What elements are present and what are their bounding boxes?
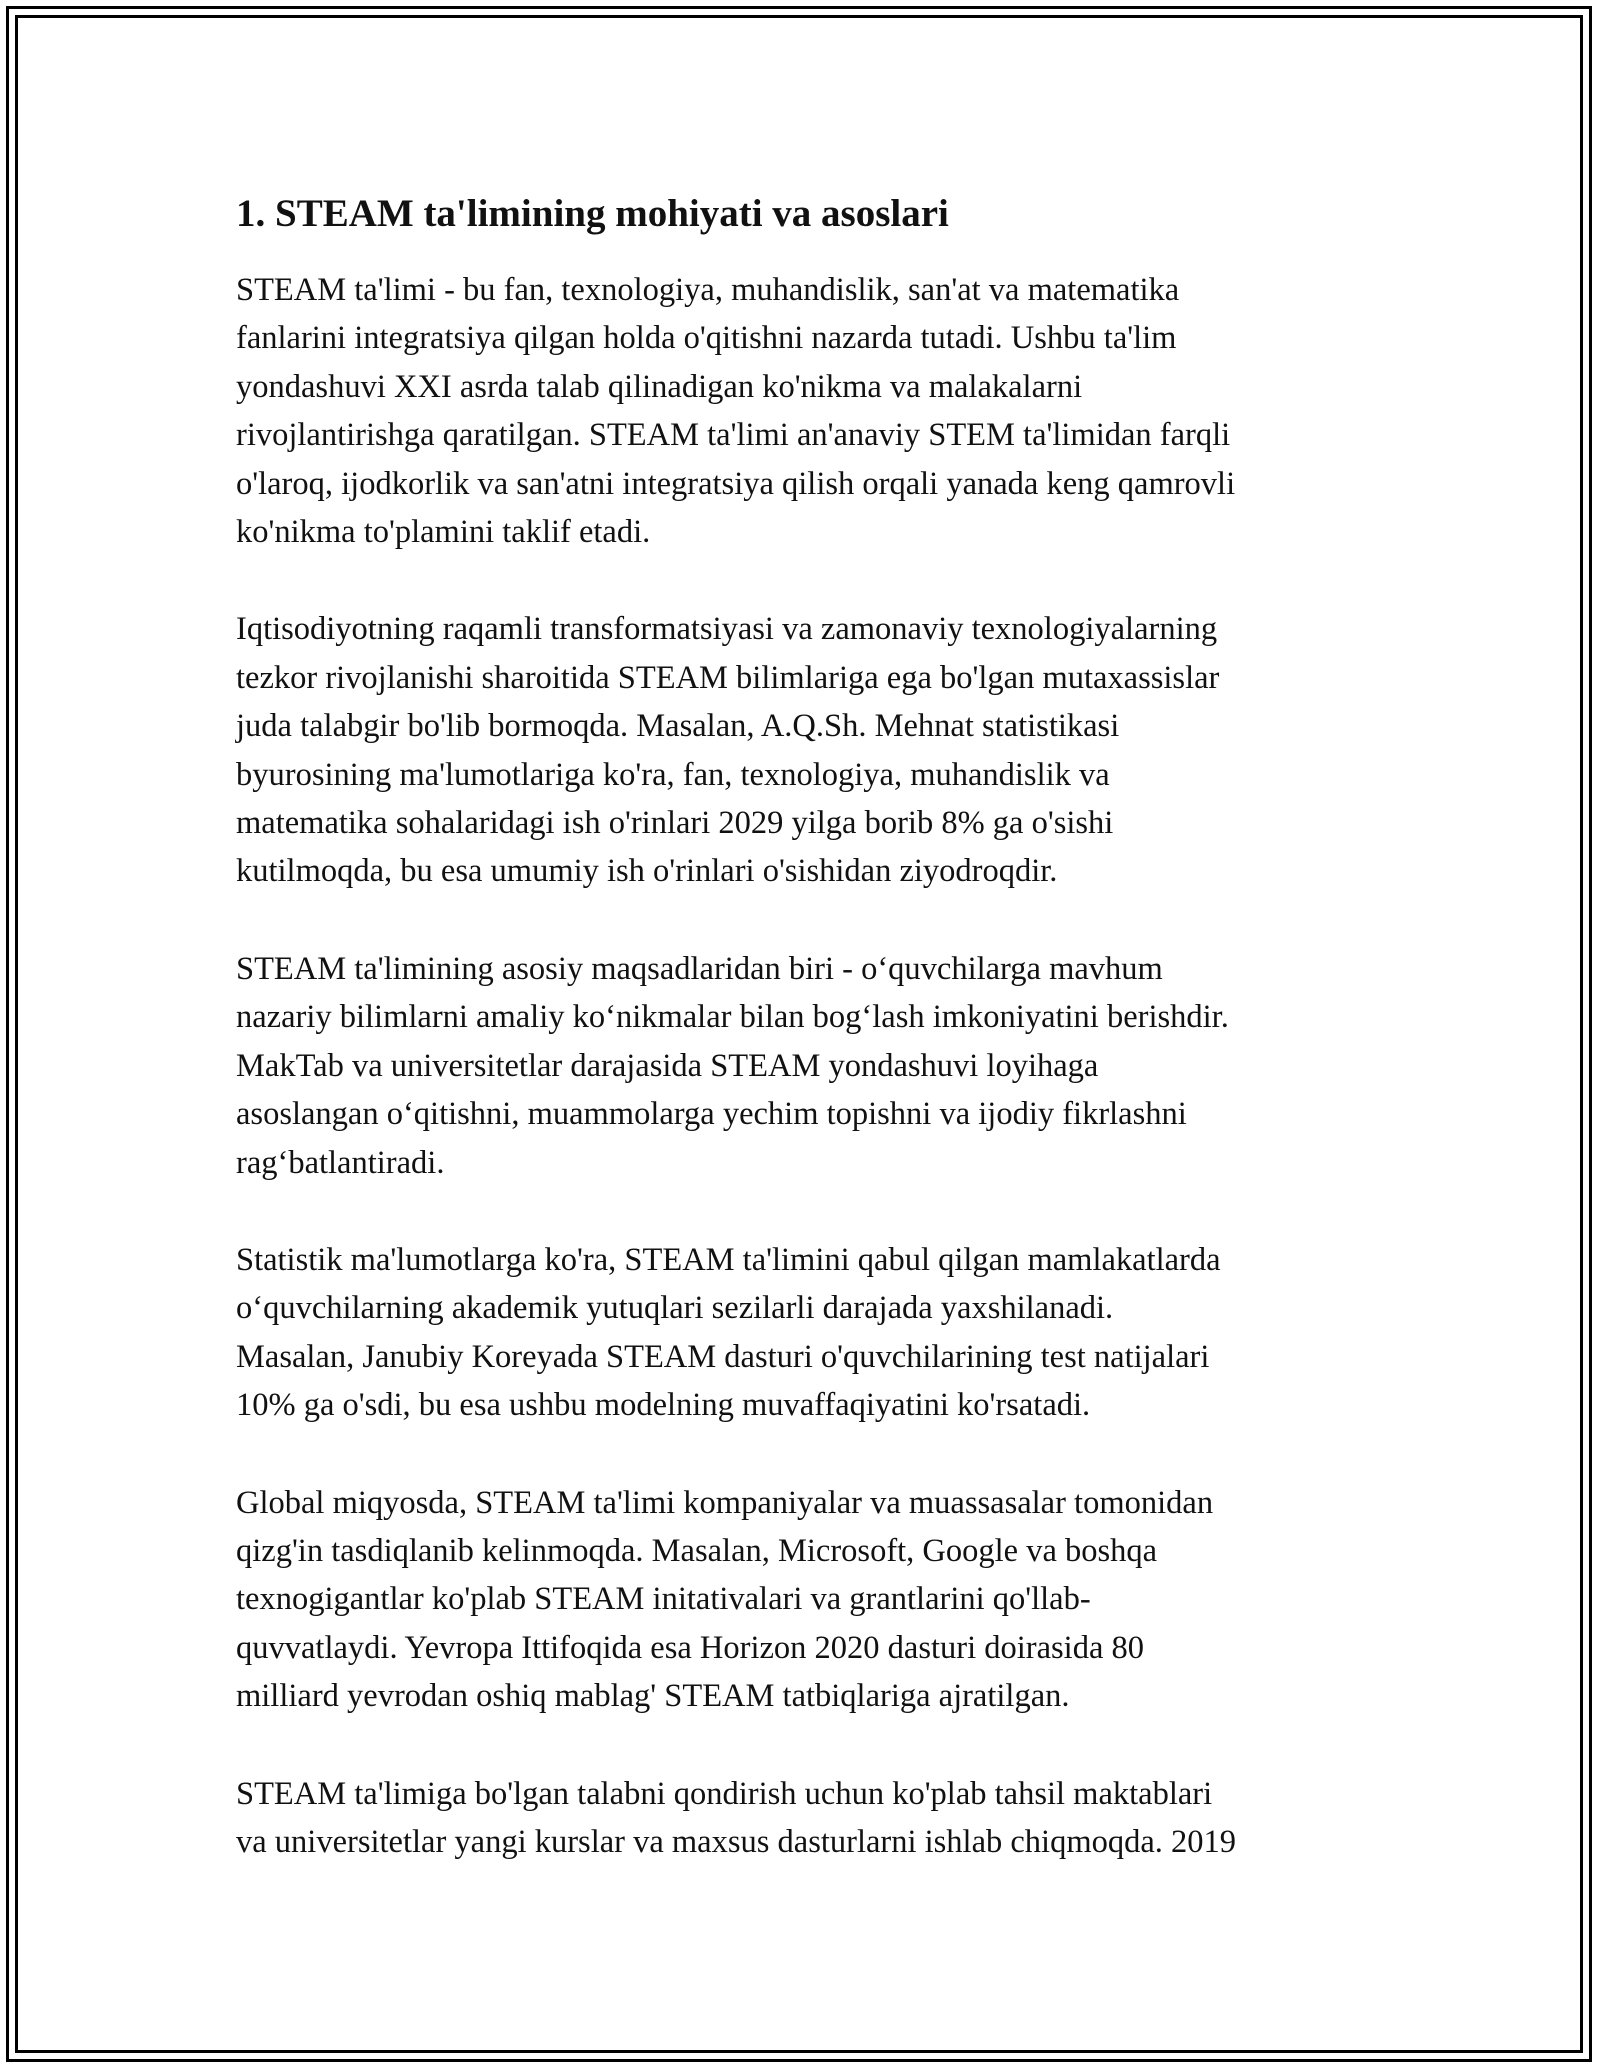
paragraph-line: STEAM ta'limiga bo'lgan talabni qondirish uchun ko'plab tahsil maktablari bbox=[236, 1775, 1213, 1812]
paragraph-line: Global miqyosda, STEAM ta'limi kompaniyalar va muassasalar tomonidan bbox=[236, 1484, 1214, 1521]
paragraph bbox=[236, 1479, 1386, 1721]
paragraph bbox=[236, 1236, 1386, 1430]
paragraph bbox=[236, 266, 1386, 556]
paragraph-line: va universitetlar yangi kurslar va maxsus dasturlarni ishlab chiqmoqda. 2019 bbox=[236, 1823, 1237, 1860]
paragraph-line: ko'nikma to'plamini taklif etadi. bbox=[236, 514, 651, 551]
paragraph-line: o‘quvchilarning akademik yutuqlari sezilarli darajada yaxshilanadi. bbox=[236, 1290, 1114, 1327]
paragraph-list bbox=[236, 266, 1386, 1866]
paragraph-line: 10% ga o'sdi, bu esa ushbu modelning muvaffaqiyatini ko'rsatadi. bbox=[236, 1387, 1091, 1424]
paragraph-line: rivojlantirishga qaratilgan. STEAM ta'limi an'anaviy STEM ta'limidan farqli bbox=[236, 417, 1231, 454]
paragraph bbox=[236, 1770, 1386, 1867]
paragraph-line: juda talabgir bo'lib bormoqda. Masalan, A.Q.Sh. Mehnat statistikasi bbox=[236, 708, 1120, 745]
paragraph-line: Iqtisodiyotning raqamli transformatsiyasi va zamonaviy texnologiyalarning bbox=[236, 611, 1218, 648]
paragraph-line: milliard yevrodan oshiq mablag' STEAM tatbiqlariga ajratilgan. bbox=[236, 1678, 1070, 1715]
paragraph-line: matematika sohalaridagi ish o'rinlari 2029 yilga borib 8% ga o'sishi bbox=[236, 805, 1114, 842]
paragraph-line: fanlarini integratsiya qilgan holda o'qitishni nazarda tutadi. Ushbu ta'lim bbox=[236, 320, 1177, 357]
paragraph-line: quvvatlaydi. Yevropa Ittifoqida esa Horizon 2020 dasturi doirasida 80 bbox=[236, 1629, 1145, 1666]
paragraph-line: nazariy bilimlarni amaliy ko‘nikmalar bilan bog‘lash imkoniyatini berishdir. bbox=[236, 999, 1229, 1036]
section-heading: 1. STEAM ta'limining mohiyati va asoslari bbox=[236, 192, 949, 235]
paragraph-line: kutilmoqda, bu esa umumiy ish o'rinlari o'sishidan ziyodroqdir. bbox=[236, 853, 1058, 890]
paragraph-line: Masalan, Janubiy Koreyada STEAM dasturi o'quvchilarining test natijalari bbox=[236, 1338, 1210, 1375]
paragraph-line: yondashuvi XXI asrda talab qilinadigan ko'nikma va malakalarni bbox=[236, 368, 1083, 405]
paragraph-line: MakTab va universitetlar darajasida STEAM yondashuvi loyihaga bbox=[236, 1047, 1099, 1084]
paragraph-line: tezkor rivojlanishi sharoitida STEAM bilimlariga ega bo'lgan mutaxassislar bbox=[236, 659, 1220, 696]
paragraph-line: rag‘batlantiradi. bbox=[236, 1144, 445, 1181]
paragraph-line: qizg'in tasdiqlanib kelinmoqda. Masalan, Microsoft, Google va boshqa bbox=[236, 1532, 1158, 1569]
paragraph-line: STEAM ta'limi - bu fan, texnologiya, muhandislik, san'at va matematika bbox=[236, 272, 1180, 308]
paragraph bbox=[236, 605, 1386, 895]
paragraph-line: Statistik ma'lumotlarga ko'ra, STEAM ta'limini qabul qilgan mamlakatlarda bbox=[236, 1241, 1221, 1278]
paragraph-line: STEAM ta'limining asosiy maqsadlaridan biri - o‘quvchilarga mavhum bbox=[236, 950, 1163, 987]
paragraph-line: o'laroq, ijodkorlik va san'atni integratsiya qilish orqali yanada keng qamrovli bbox=[236, 465, 1236, 502]
paragraph-line: asoslangan o‘qitishni, muammolarga yechim topishni va ijodiy fikrlashni bbox=[236, 1096, 1187, 1133]
paragraph-line: texnogigantlar ko'plab STEAM initativalari va grantlarini qo'llab- bbox=[236, 1581, 1091, 1618]
document-body bbox=[236, 188, 1386, 1915]
paragraph-line: byurosining ma'lumotlariga ko'ra, fan, texnologiya, muhandislik va bbox=[236, 756, 1110, 793]
paragraph bbox=[236, 945, 1386, 1187]
